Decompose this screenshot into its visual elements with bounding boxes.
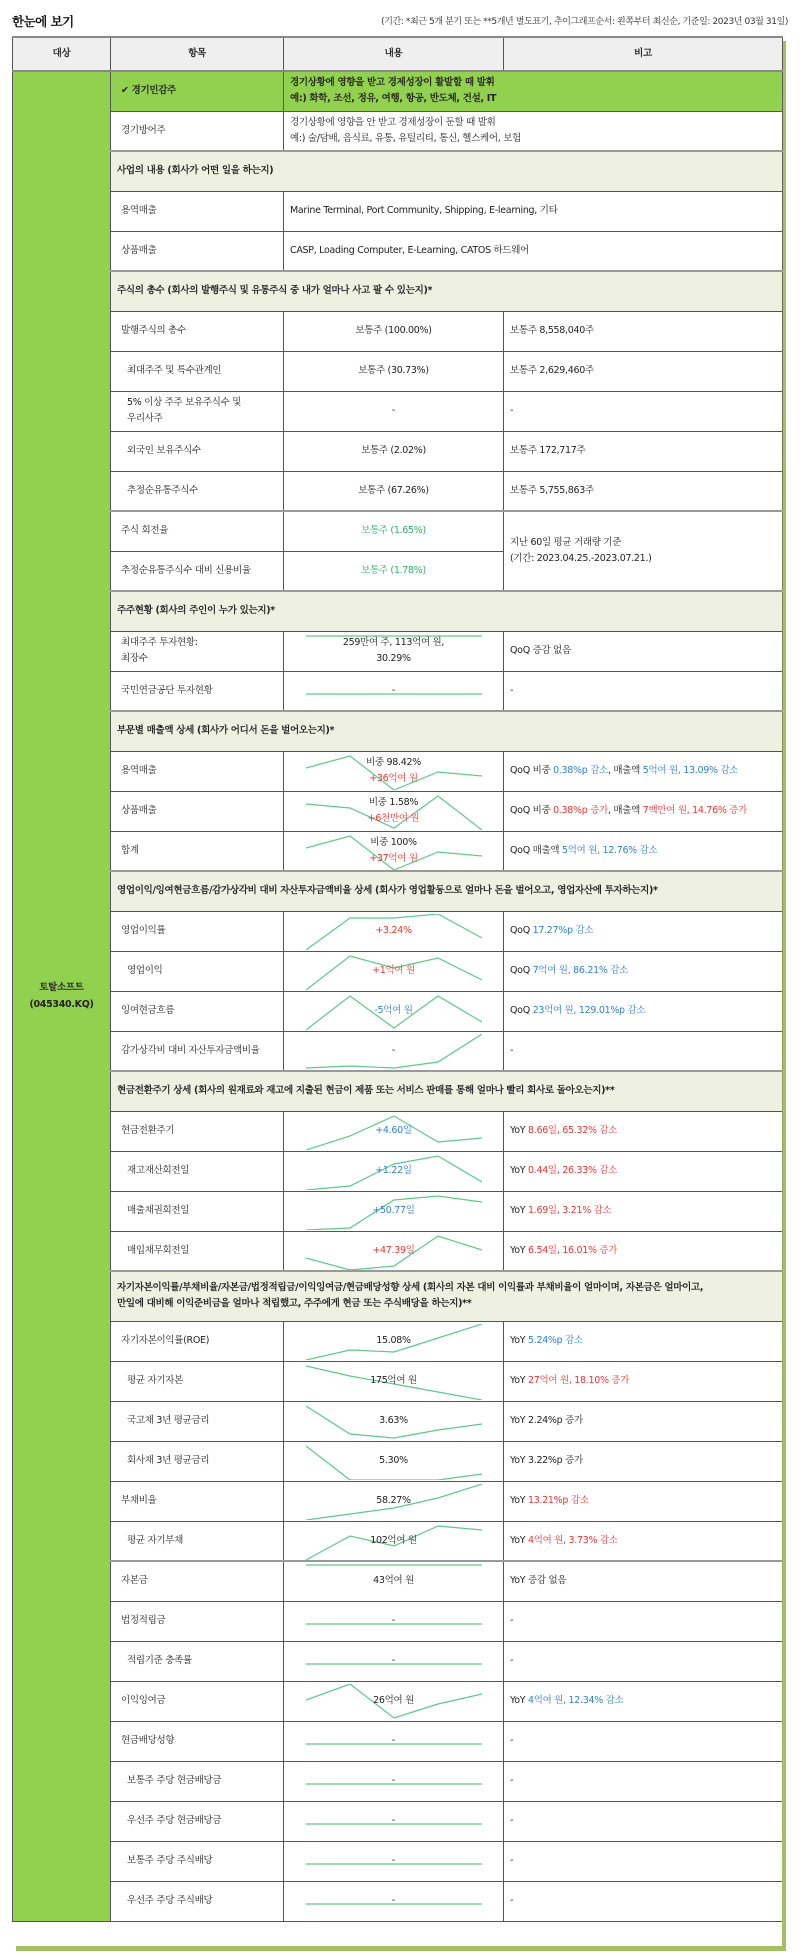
table-row bbox=[13, 951, 783, 991]
table-row bbox=[13, 1601, 783, 1641]
top-bar bbox=[12, 12, 788, 32]
table-row bbox=[13, 1361, 783, 1401]
table-row bbox=[13, 911, 783, 951]
table-row bbox=[13, 1191, 783, 1231]
table-row bbox=[13, 1321, 783, 1361]
table-row bbox=[13, 191, 783, 231]
column-header-item: 항목 bbox=[111, 37, 284, 71]
row-item: 회사채 3년 평균금리 bbox=[111, 1441, 284, 1481]
section-title: 부문별 매출액 상세 (회사가 어디서 돈을 벌어오는지)* bbox=[111, 711, 783, 751]
row-content: 보통주 (2.02%) bbox=[284, 431, 504, 471]
row-item: 법정적립금 bbox=[111, 1601, 284, 1641]
row-note: QoQ 증감 없음 bbox=[504, 631, 783, 671]
table-row bbox=[13, 511, 783, 551]
table-row bbox=[13, 671, 783, 711]
table-row bbox=[13, 791, 783, 831]
row-note: YoY 27억여 원, 18.10% 증가 bbox=[504, 1361, 783, 1401]
row-item: 상품매출 bbox=[111, 791, 284, 831]
row-item: 최대주주 투자현황: 최장수 bbox=[111, 631, 284, 671]
row-note: - bbox=[504, 1601, 783, 1641]
row-item: 합계 bbox=[111, 831, 284, 871]
table-row bbox=[13, 1111, 783, 1151]
row-content: - bbox=[284, 1641, 504, 1681]
row-content: 비중 1.58% +6천만여 원 bbox=[284, 791, 504, 831]
table-row bbox=[13, 1761, 783, 1801]
row-note: YoY 5.24%p 감소 bbox=[504, 1321, 783, 1361]
row-note: - bbox=[504, 1031, 783, 1071]
section-title: 사업의 내용 (회사가 어떤 일을 하는지) bbox=[111, 151, 783, 191]
cyclical-sensitive-desc: 경기상황에 영향을 받고 경제성장이 활발할 때 발휘 예:) 화학, 조선, 정유, 여행, 항공, 반도체, 건설, IT bbox=[284, 71, 783, 111]
row-note: YoY 13.21%p 감소 bbox=[504, 1481, 783, 1521]
row-content: +4.60일 bbox=[284, 1111, 504, 1151]
row-item: 외국인 보유주식수 bbox=[111, 431, 284, 471]
row-note: YoY 8.66일, 65.32% 감소 bbox=[504, 1111, 783, 1151]
row-item: 평균 자기자본 bbox=[111, 1361, 284, 1401]
row-item: 영업이익 bbox=[111, 951, 284, 991]
company-name: 토탈소프트 bbox=[39, 982, 84, 994]
cyclical-defensive-row bbox=[13, 111, 783, 151]
row-content: - bbox=[284, 1761, 504, 1801]
row-content: - bbox=[284, 1601, 504, 1641]
row-item: 재고재산회전일 bbox=[111, 1151, 284, 1191]
row-item: 영업이익률 bbox=[111, 911, 284, 951]
row-note: YoY 0.44일, 26.33% 감소 bbox=[504, 1151, 783, 1191]
row-note: - bbox=[504, 1841, 783, 1881]
row-item: 용역매출 bbox=[111, 191, 284, 231]
table-row bbox=[13, 231, 783, 271]
row-note: QoQ 매출액 5억여 원, 12.76% 감소 bbox=[504, 831, 783, 871]
table-row bbox=[13, 391, 783, 431]
row-note: QoQ 17.27%p 감소 bbox=[504, 911, 783, 951]
row-note: 보통주 2,629,460주 bbox=[504, 351, 783, 391]
section-title: 현금전환주기 상세 (회사의 원재료와 재고에 지출된 현금이 제품 또는 서비스 판매를 통해 얼마나 빨리 회사로 돌아오는지)** bbox=[111, 1071, 783, 1111]
row-content: +1.22일 bbox=[284, 1151, 504, 1191]
target-company bbox=[13, 71, 111, 1921]
row-note: YoY 2.24%p 증가 bbox=[504, 1401, 783, 1441]
row-content: CASP, Loading Computer, E-Learning, CATOS 하드웨어 bbox=[284, 231, 783, 271]
row-note: - bbox=[504, 1881, 783, 1921]
row-item: 우선주 주당 주식배당 bbox=[111, 1881, 284, 1921]
section-ccc bbox=[13, 1071, 783, 1111]
table-header-row bbox=[13, 37, 783, 71]
row-content: - bbox=[284, 1841, 504, 1881]
row-content: 5.30% bbox=[284, 1441, 504, 1481]
row-content: 58.27% bbox=[284, 1481, 504, 1521]
row-note: QoQ 비중 0.38%p 감소, 매출액 5억여 원, 13.09% 감소 bbox=[504, 751, 783, 791]
row-content: 비중 98.42% +36억여 원 bbox=[284, 751, 504, 791]
row-item: 최대주주 및 특수관계인 bbox=[111, 351, 284, 391]
row-content: 102억여 원 bbox=[284, 1521, 504, 1561]
row-note: YoY 3.22%p 증가 bbox=[504, 1441, 783, 1481]
row-content: +1억여 원 bbox=[284, 951, 504, 991]
row-content: +47.39일 bbox=[284, 1231, 504, 1271]
row-note: QoQ 7억여 원, 86.21% 감소 bbox=[504, 951, 783, 991]
row-note: QoQ 23억여 원, 129.01%p 감소 bbox=[504, 991, 783, 1031]
row-content: - bbox=[284, 1031, 504, 1071]
row-note: - bbox=[504, 1641, 783, 1681]
row-content: -5억여 원 bbox=[284, 991, 504, 1031]
row-item: 국고채 3년 평균금리 bbox=[111, 1401, 284, 1441]
table-row bbox=[13, 471, 783, 511]
section-title: 주식의 총수 (회사의 발행주식 및 유통주식 중 내가 얼마나 사고 팔 수 있는지)* bbox=[111, 271, 783, 311]
row-note: 보통주 5,755,863주 bbox=[504, 471, 783, 511]
table-row bbox=[13, 751, 783, 791]
row-item: 이익잉여금 bbox=[111, 1681, 284, 1721]
row-content: 보통주 (30.73%) bbox=[284, 351, 504, 391]
row-note: YoY 증감 없음 bbox=[504, 1561, 783, 1601]
row-content: 보통주 (67.26%) bbox=[284, 471, 504, 511]
row-item: 보통주 주당 주식배당 bbox=[111, 1841, 284, 1881]
row-item: 현금전환주기 bbox=[111, 1111, 284, 1151]
cyclical-sensitive-label: ✔ 경기민감주 bbox=[111, 71, 284, 111]
row-item: 5% 이상 주주 보유주식수 및 우리사주 bbox=[111, 391, 284, 431]
row-content: 26억여 원 bbox=[284, 1681, 504, 1721]
period-note: (기간: *최근 5개 분기 또는 **5개년 별도표기, 추이그래프순서: 왼쪽부터 최신순, 기준일: 2023년 03월 31일) bbox=[381, 17, 788, 27]
column-header-note: 비고 bbox=[504, 37, 783, 71]
table-row bbox=[13, 1521, 783, 1561]
row-item: 매입채무회전일 bbox=[111, 1231, 284, 1271]
section-segments bbox=[13, 711, 783, 751]
row-content: 175억여 원 bbox=[284, 1361, 504, 1401]
row-content: 43억여 원 bbox=[284, 1561, 504, 1601]
table-row bbox=[13, 1881, 783, 1921]
column-header-target: 대상 bbox=[13, 37, 111, 71]
row-item: 매출채권회전일 bbox=[111, 1191, 284, 1231]
section-equity bbox=[13, 1271, 783, 1321]
row-item: 현금배당성향 bbox=[111, 1721, 284, 1761]
row-item: 자본금 bbox=[111, 1561, 284, 1601]
cyclical-defensive-label: 경기방어주 bbox=[111, 111, 284, 151]
row-content: - bbox=[284, 671, 504, 711]
row-content: 259만여 주, 113억여 원, 30.29% bbox=[284, 631, 504, 671]
row-item: 주식 회전율 bbox=[111, 511, 284, 551]
row-note: 보통주 8,558,040주 bbox=[504, 311, 783, 351]
row-item: 자기자본이익률(ROE) bbox=[111, 1321, 284, 1361]
cyclical-defensive-desc: 경기상황에 영향을 안 받고 경제성장이 둔할 때 발휘 예:) 술/담배, 음식료, 유통, 유틸리티, 통신, 헬스케어, 보험 bbox=[284, 111, 783, 151]
table-row bbox=[13, 1031, 783, 1071]
row-item: 발행주식의 총수 bbox=[111, 311, 284, 351]
table-row bbox=[13, 311, 783, 351]
table-row bbox=[13, 831, 783, 871]
row-item: 적립기준 충족률 bbox=[111, 1641, 284, 1681]
row-note: YoY 4억여 원, 12.34% 감소 bbox=[504, 1681, 783, 1721]
row-content: +50.77일 bbox=[284, 1191, 504, 1231]
table-row bbox=[13, 1801, 783, 1841]
table-row bbox=[13, 1721, 783, 1761]
frame-shadow-right bbox=[782, 36, 786, 1950]
row-note: QoQ 비중 0.38%p 증가, 매출액 7백만여 원, 14.76% 증가 bbox=[504, 791, 783, 831]
row-content: - bbox=[284, 1881, 504, 1921]
row-content: Marine Terminal, Port Community, Shipping, E-learning, 기타 bbox=[284, 191, 783, 231]
row-note: YoY 1.69일, 3.21% 감소 bbox=[504, 1191, 783, 1231]
row-item: 추정순유통주식수 bbox=[111, 471, 284, 511]
row-note: - bbox=[504, 1801, 783, 1841]
table-row bbox=[13, 991, 783, 1031]
row-note: - bbox=[504, 1721, 783, 1761]
row-content: 보통주 (1.78%) bbox=[284, 551, 504, 591]
section-holders bbox=[13, 591, 783, 631]
row-item: 보통주 주당 현금배당금 bbox=[111, 1761, 284, 1801]
row-item: 용역매출 bbox=[111, 751, 284, 791]
row-note: 보통주 172,717주 bbox=[504, 431, 783, 471]
table-row bbox=[13, 431, 783, 471]
row-content: 3.63% bbox=[284, 1401, 504, 1441]
cyclical-sensitive-row bbox=[13, 71, 783, 111]
row-note: - bbox=[504, 391, 783, 431]
row-note: YoY 4억여 원, 3.73% 감소 bbox=[504, 1521, 783, 1561]
section-business bbox=[13, 151, 783, 191]
row-item: 부채비율 bbox=[111, 1481, 284, 1521]
table-row bbox=[13, 1841, 783, 1881]
row-content: - bbox=[284, 1801, 504, 1841]
section-shares bbox=[13, 271, 783, 311]
row-item: 상품매출 bbox=[111, 231, 284, 271]
section-title: 영업이익/잉여현금흐름/감가상각비 대비 자산투자금액비율 상세 (회사가 영업활동으로 얼마나 돈을 벌어오고, 영업자산에 투자하는지)* bbox=[111, 871, 783, 911]
row-content: 비중 100% +37억여 원 bbox=[284, 831, 504, 871]
table-row bbox=[13, 1231, 783, 1271]
row-item: 감가상각비 대비 자산투자금액비율 bbox=[111, 1031, 284, 1071]
row-content: - bbox=[284, 1721, 504, 1761]
row-note: - bbox=[504, 1761, 783, 1801]
table-row bbox=[13, 351, 783, 391]
row-item: 잉여현금흐름 bbox=[111, 991, 284, 1031]
table-row bbox=[13, 1681, 783, 1721]
row-content: 보통주 (100.00%) bbox=[284, 311, 504, 351]
table-row bbox=[13, 1641, 783, 1681]
row-item: 우선주 주당 현금배당금 bbox=[111, 1801, 284, 1841]
row-content: 15.08% bbox=[284, 1321, 504, 1361]
row-content: 보통주 (1.65%) bbox=[284, 511, 504, 551]
table-row bbox=[13, 1441, 783, 1481]
row-item: 국민연금공단 투자현황 bbox=[111, 671, 284, 711]
table-row bbox=[13, 1561, 783, 1601]
row-content: - bbox=[284, 391, 504, 431]
page-title: 한눈에 보기 bbox=[12, 14, 74, 29]
table-row bbox=[13, 1401, 783, 1441]
row-note: - bbox=[504, 671, 783, 711]
section-title: 주주현황 (회사의 주인이 누가 있는지)* bbox=[111, 591, 783, 631]
section-operating bbox=[13, 871, 783, 911]
row-note: YoY 6.54일, 16.01% 증가 bbox=[504, 1231, 783, 1271]
row-content: +3.24% bbox=[284, 911, 504, 951]
turnover-note: 지난 60일 평균 거래량 기준 (기간: 2023.04.25.-2023.07.21.) bbox=[504, 511, 783, 591]
table-row bbox=[13, 1151, 783, 1191]
section-title: 자기자본이익률/부채비율/자본금/법정적립금/이익잉여금/현금배당성향 상세 (회사의 자본 대비 이익률과 부채비율이 얼마이며, 자본금은 얼마이고, 만일에 대비해 이익준비금을 얼마나 적립했고, 주주에게 현금 또는 주식배당을 하는지)** bbox=[111, 1271, 783, 1321]
company-code: (045340.KQ) bbox=[29, 999, 94, 1011]
table-row bbox=[13, 1481, 783, 1521]
table-row bbox=[13, 631, 783, 671]
row-item: 추정순유통주식수 대비 신용비율 bbox=[111, 551, 284, 591]
column-header-content: 내용 bbox=[284, 37, 504, 71]
row-item: 평균 자기부채 bbox=[111, 1521, 284, 1561]
summary-table bbox=[12, 36, 783, 1922]
